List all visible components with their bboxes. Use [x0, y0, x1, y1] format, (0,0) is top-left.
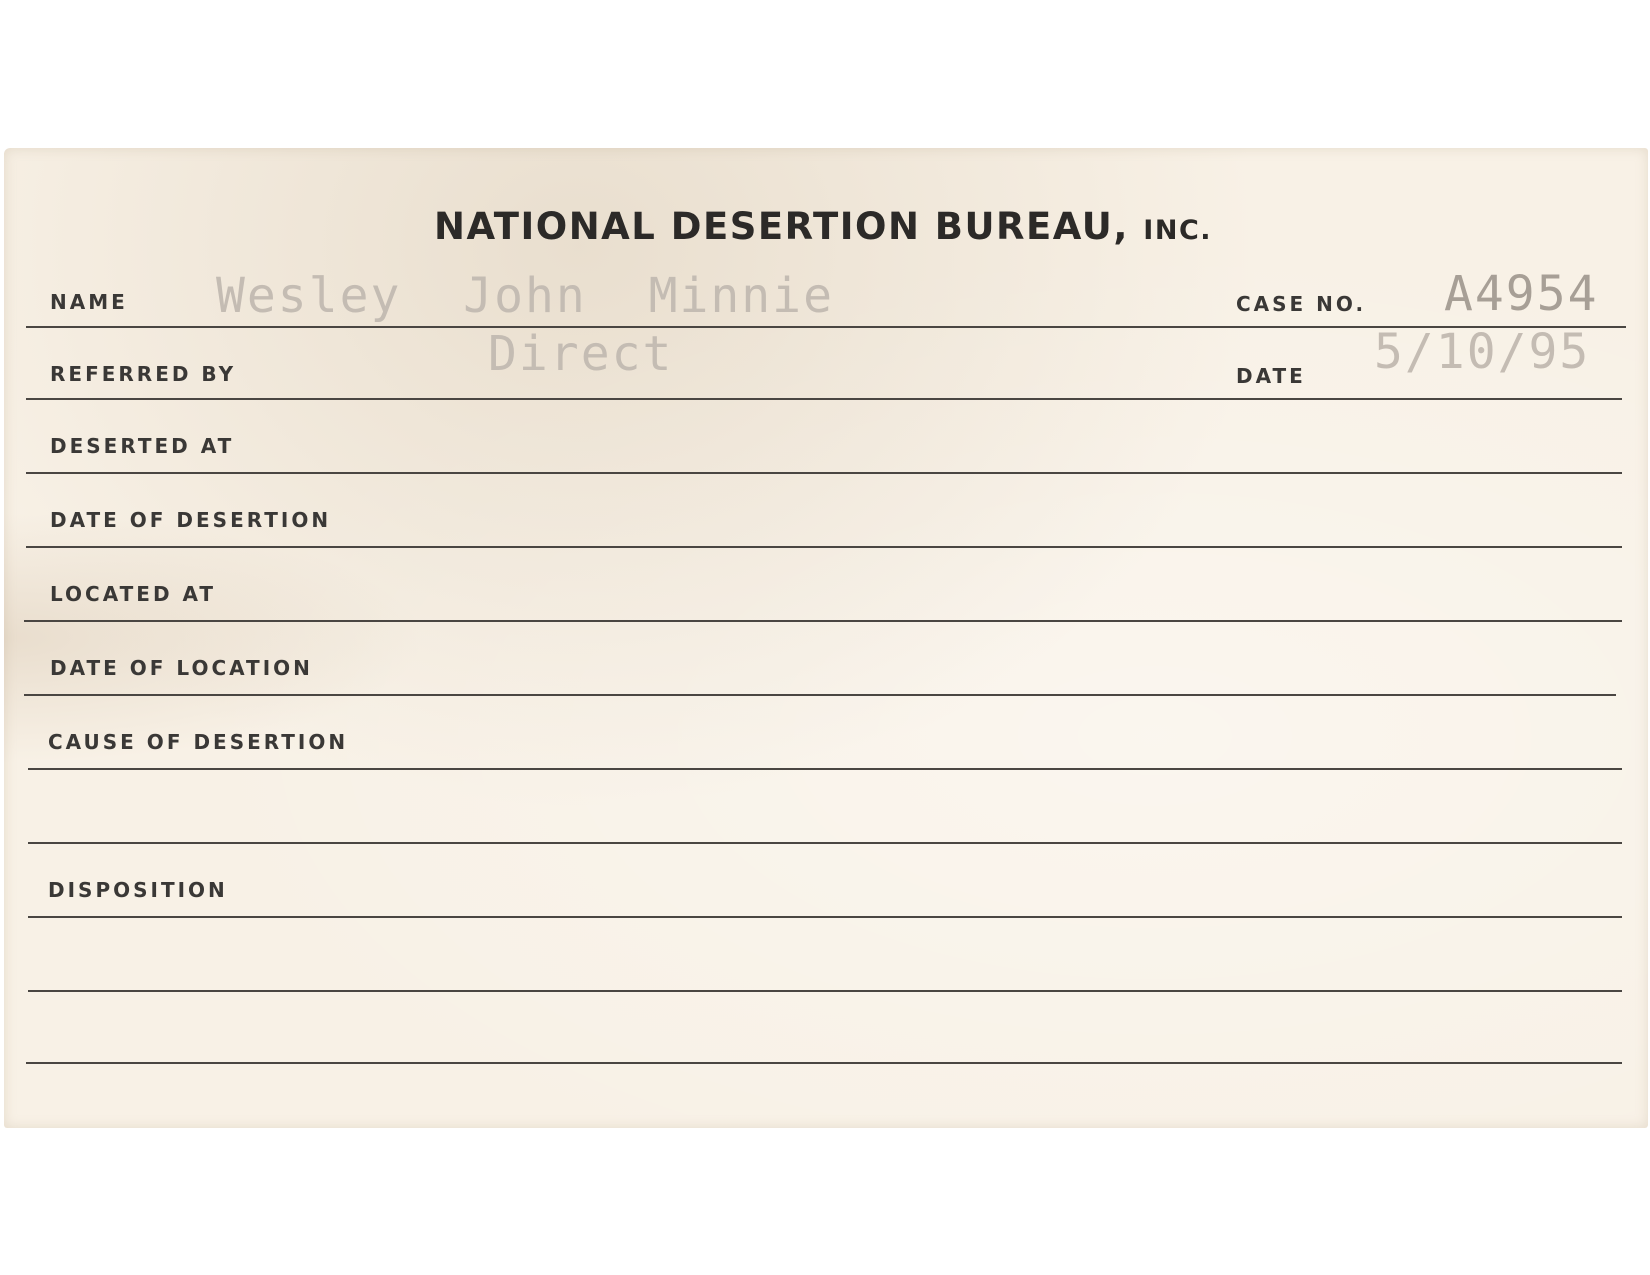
disposition-extra-line-2 [26, 1062, 1622, 1064]
name-label: NAME [50, 290, 128, 314]
located-at-line [24, 620, 1622, 622]
referred-by-label: REFERRED BY [50, 362, 237, 386]
date-value: 5/10/95 [1374, 324, 1591, 380]
referred-by-line [26, 398, 1622, 400]
cause-of-desertion-extra-line [28, 842, 1622, 844]
cause-of-desertion-line [28, 768, 1622, 770]
disposition-label: DISPOSITION [48, 878, 228, 902]
card-title-text: NATIONAL DESERTION BUREAU, [434, 205, 1129, 248]
cause-of-desertion-label: CAUSE OF DESERTION [48, 730, 349, 754]
date-of-desertion-line [26, 546, 1622, 548]
name-value: Wesley John Minnie [216, 268, 834, 324]
card-title-suffix: INC. [1143, 215, 1213, 246]
date-of-location-line [24, 694, 1616, 696]
date-of-desertion-label: DATE OF DESERTION [50, 508, 332, 532]
referred-by-value: Direct [488, 326, 674, 382]
disposition-line [28, 916, 1622, 918]
date-label: DATE [1236, 364, 1306, 388]
date-of-location-label: DATE OF LOCATION [50, 656, 313, 680]
desertion-record-card [4, 148, 1648, 1128]
case-no-label: CASE NO. [1236, 292, 1367, 316]
card-title [434, 205, 1212, 248]
case-no-value: A4954 [1444, 266, 1599, 322]
located-at-label: LOCATED AT [50, 582, 217, 606]
deserted-at-label: DESERTED AT [50, 434, 235, 458]
deserted-at-line [26, 472, 1622, 474]
disposition-extra-line-1 [28, 990, 1622, 992]
